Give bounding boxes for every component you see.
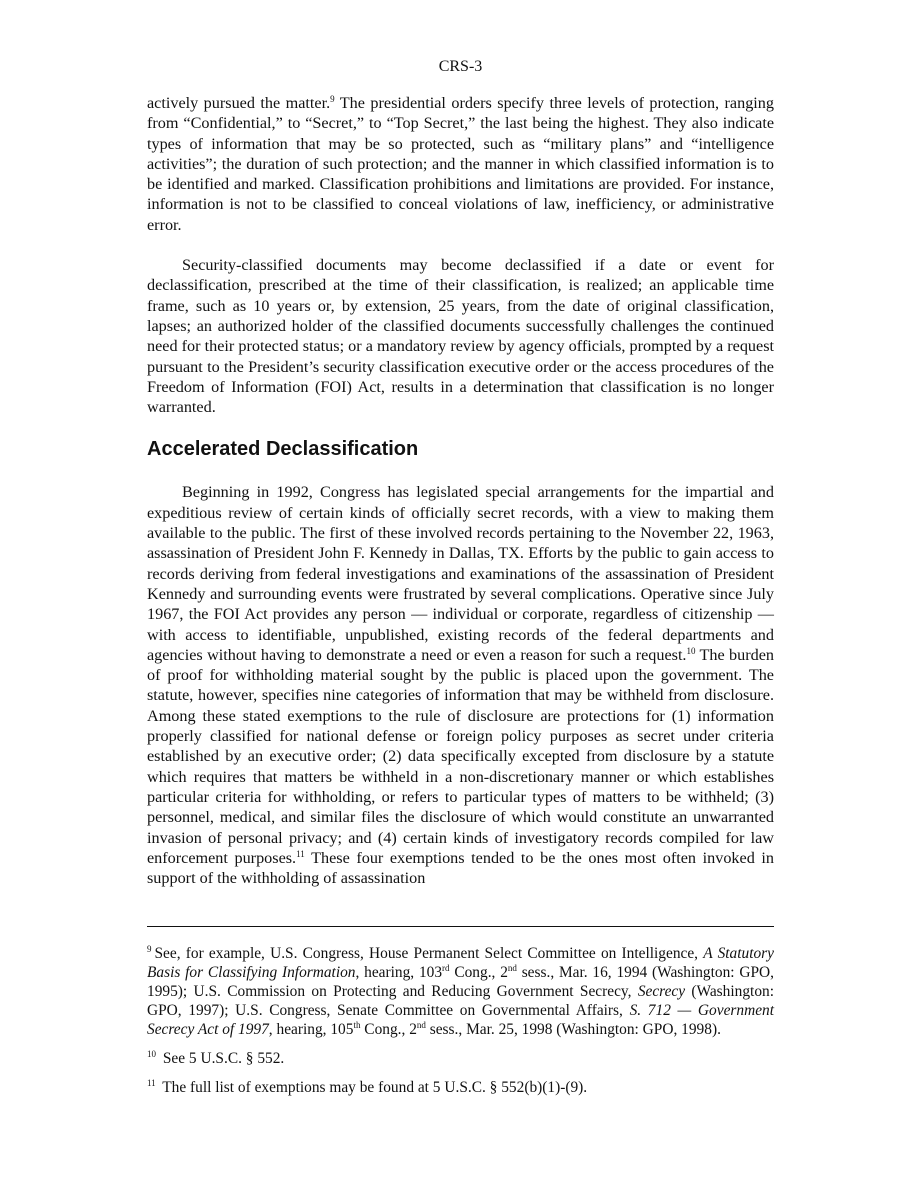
section-heading: Accelerated Declassification [147, 438, 419, 461]
paragraph-2: Security-classified documents may become declassified if a date or event for declassification, prescribed at the time of their classification, is realized; an applicable time frame, such as 10 years or, by extension, 25 years, from the date of original classification, lapses; an authorized holder of the classified documents successfully challenges the continued need for their protected status; or a mandatory review by agency officials, prompted by a request pursuant to the President’s security classification executive order or the access procedures of the Freedom of Information (FOI) Act, results in a determination that classification is no longer warranted. [147, 256, 774, 417]
main-text [147, 93, 774, 908]
footnote-ref-9[interactable]: 9 [330, 94, 335, 104]
footnote-ref-10[interactable]: 10 [686, 645, 696, 656]
footnote-10: $^{10}$ See 5 U.S.C. § 552. [147, 1049, 285, 1067]
footnotes [147, 944, 774, 1107]
paragraph-3: Beginning in 1992, Congress has legislated special arrangements for the impartial and expeditious review of certain kinds of officially secret records, with a view to making them available to the public. The first of these involved records pertaining to the November 22, 1963, assassination of President John F. Kennedy in Dallas, TX. Efforts by the public to gain access to records deriving from federal investigations and examinations of the assassination of President Kennedy and surrounding events were frustrated by several complications. Operative since July 1967, the FOI Act provides any person — individual or corporate, regardless of citizenship — with access to identifiable, unpublished, existing records of the federal departments and agencies without having to demonstrate a need or even a reason for such a request.$^{10}$ The burden of proof for withholding material sought by the public is placed upon the government. The statute, however, specifies nine categories of information that may be withheld from disclosure. Among these stated exemptions to the rule of disclosure are protections for (1) information properly classified for national defense or foreign policy purposes as secret under criteria established by an executive order; (2) data specifically excepted from disclosure by a statute which requires that matters be withheld in a non-discretionary manner or which establishes particular criteria for withholding, or refers to particular types of matters to be withheld; (3) personnel, medical, and similar files the disclosure of which would constitute an unwarranted invasion of personal privacy; and (4) certain kinds of investigatory records compiled for law enforcement purposes.$^{11}$ These four exemptions tended to be the ones most often invoked in support of the withholding of assassination [147, 483, 774, 888]
footnote-ref-11[interactable]: 11 [296, 848, 305, 859]
page-header: CRS-3 [438, 58, 483, 75]
paragraph-1: actively pursued the matter.$^9$ The presidential orders specify three levels of protection, ranging from “Confidential,” to “Secret,” to “Top Secret,” the last being the highest. They also indicate types of information that may be so protected, such as “military plans” and “intelligence activities”; the duration of such protection; and the manner in which classified information is to be identified and marked. Classification prohibitions and limitations are provided. For instance, information is not to be classified to conceal violations of law, inefficiency, or administrative error. [147, 94, 774, 234]
footnote-divider [147, 926, 774, 927]
footnote-11: $^{11}$ The full list of exemptions may be found at 5 U.S.C. § 552(b)(1)-(9). [147, 1078, 588, 1096]
footnote-9: $^9$ See, for example, U.S. Congress, House Permanent Select Committee on Intelligence, A Statutory Basis for Classifying Information, hearing, 103rd Cong., 2nd sess., Mar. 16, 1994 (Washington: GPO, 1995); U.S. Commission on Protecting and Reducing Government Secrecy, Secrecy (Washington: GPO, 1997); U.S. Congress, Senate Committee on Governmental Affairs, S. 712 — Government Secrecy Act of 1997, hearing, 105th Cong., 2nd sess., Mar. 25, 1998 (Washington: GPO, 1998). [147, 944, 775, 1038]
